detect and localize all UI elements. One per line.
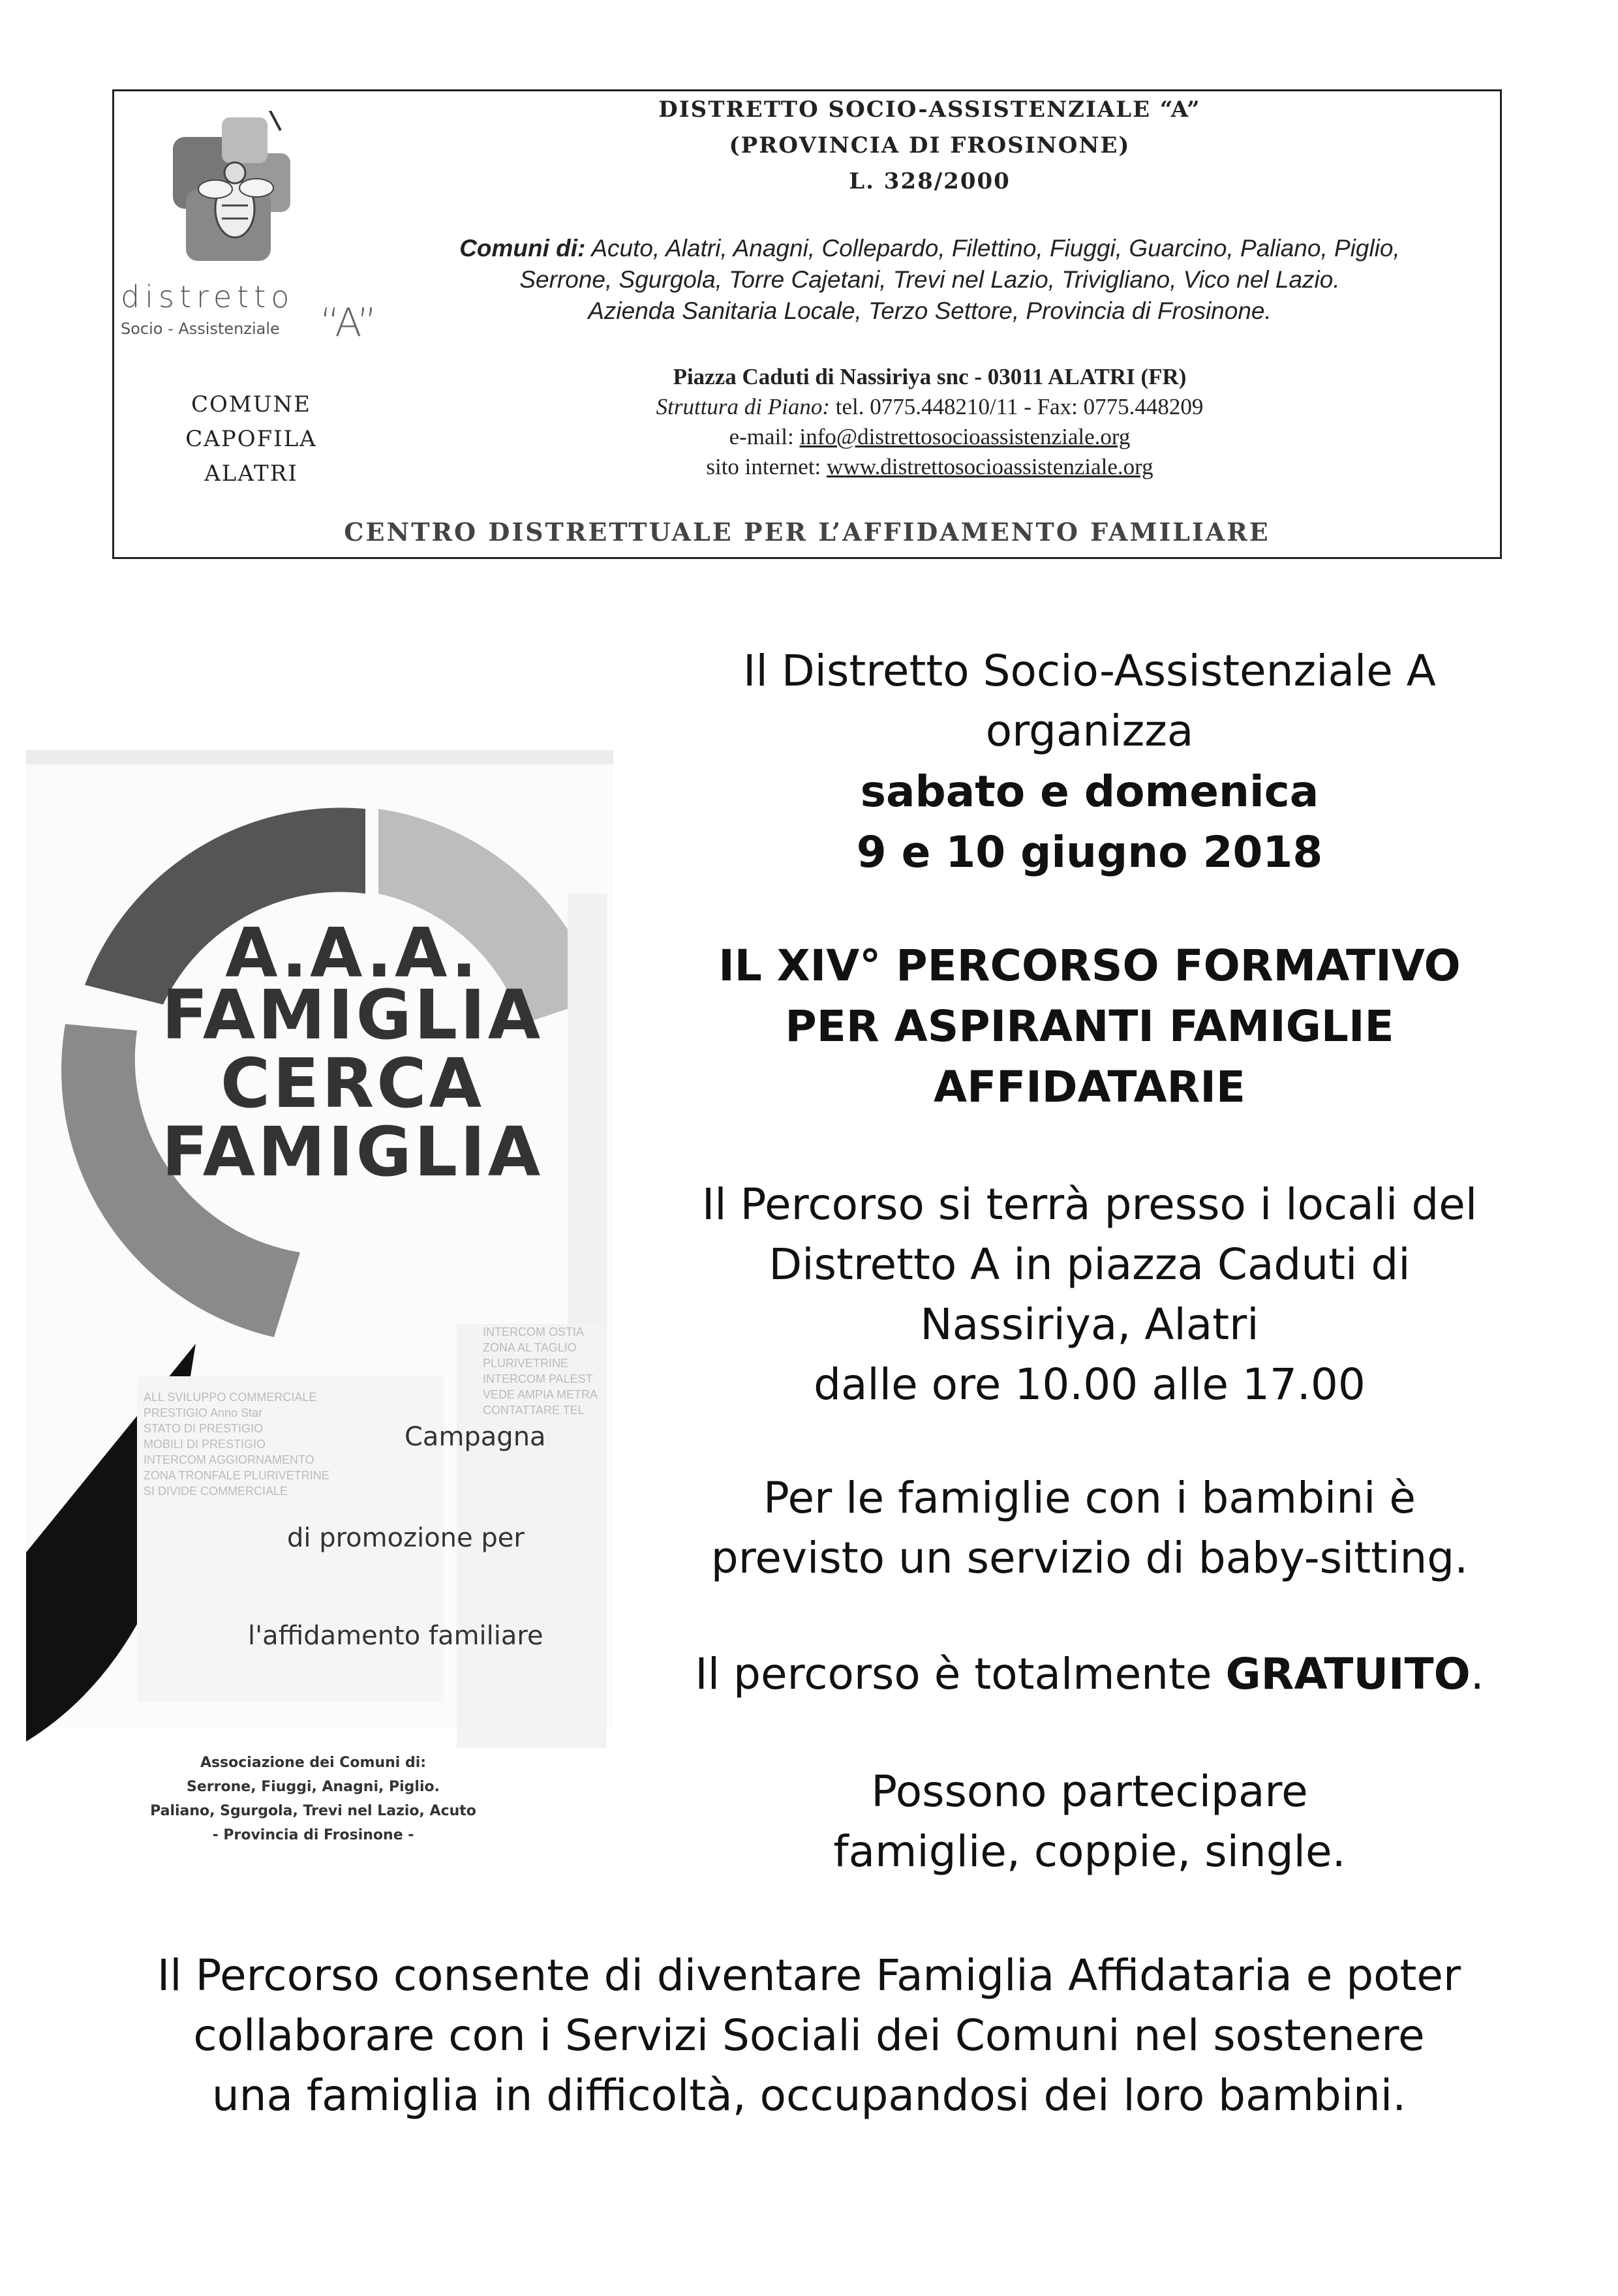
logo-wordmark: distretto [121, 279, 295, 314]
course-title-2: PER ASPIRANTI FAMIGLIE [785, 1001, 1394, 1051]
campaign-tag-2: di promozione per [287, 1523, 525, 1553]
course-title-3: AFFIDATARIE [934, 1062, 1245, 1112]
phone-value: tel. 0775.448210/11 - Fax: 0775.448209 [835, 394, 1204, 419]
assoc-line-4: - Provincia di Frosinone - [212, 1827, 414, 1843]
babysitting-line-1: Per le famiglie con i bambini è [763, 1473, 1416, 1523]
campaign-tag-3: l'affidamento familiare [248, 1621, 543, 1651]
email-label: e-mail: [729, 424, 794, 449]
comuni-label: Comuni di: [459, 235, 586, 262]
email-line [365, 422, 1494, 452]
free-line [587, 1649, 1592, 1699]
who-line-1: Possono partecipare [871, 1766, 1308, 1817]
site-line [365, 452, 1494, 482]
comuni-list-1: Acuto, Alatri, Anagni, Collepardo, Filettino, Fiuggi, Guarcino, Paliano, Piglio, [591, 235, 1400, 262]
phone-line [365, 392, 1494, 422]
assoc-line-2: Serrone, Fiuggi, Anagni, Piglio. [187, 1779, 440, 1795]
province-label: (PROVINCIA DI FROSINONE) [729, 132, 1131, 159]
assoc-line-3: Paliano, Sgurgola, Trevi nel Lazio, Acuto [150, 1803, 476, 1819]
district-logo [121, 111, 378, 346]
closing-line-3: una famiglia in difficoltà, occupandosi dei loro bambini. [211, 2070, 1407, 2121]
course-title-1: IL XIV° PERCORSO FORMATIVO [718, 941, 1461, 991]
free-suffix: . [1470, 1649, 1484, 1699]
assoc-line-1: Associazione dei Comuni di: [200, 1755, 427, 1771]
capofila-label: CAPOFILA [185, 426, 317, 452]
comuni-line-3: Azienda Sanitaria Locale, Terzo Settore, Provincia di Frosinone. [588, 297, 1272, 324]
closing-line-2: collaborare con i Servizi Sociali dei Comuni nel sostenere [193, 2010, 1425, 2061]
intro-line-2: organizza [985, 706, 1194, 756]
campaign-title-line-4: FAMIGLIA [161, 1112, 543, 1192]
location-line-1: Il Percorso si terrà presso i locali del [701, 1179, 1478, 1230]
site-link[interactable]: www.distrettosocioassistenziale.org [827, 454, 1153, 479]
campaign-title-line-1: A.A.A. [225, 913, 480, 993]
location-line-3: Nassiriya, Alatri [920, 1299, 1259, 1350]
address-line: Piazza Caduti di Nassiriya snc - 03011 ALATRI (FR) [673, 364, 1187, 389]
babysitting-line-2: previsto un servizio di baby-sitting. [710, 1533, 1469, 1583]
comune-label: COMUNE [191, 391, 311, 417]
ghost-text-center: ALL SVILUPPO COMMERCIALE PRESTIGIO Anno Star STATO DI PRESTIGIO MOBILI DI PRESTIGIO INTERCOM AGGIORNAMENTO ZONA TRONFALE PLURIVETRINE SI DIVIDE COMMERCIALE [144, 1391, 329, 1498]
comuni-line-1 [365, 234, 1494, 264]
closing-line-1: Il Percorso consente di diventare Famiglia Affidataria e poter [157, 1950, 1461, 2001]
free-highlight: GRATUITO [1225, 1649, 1471, 1699]
free-prefix: Il percorso è totalmente [695, 1649, 1226, 1699]
centro-title: CENTRO DISTRETTUALE PER L’AFFIDAMENTO FAMILIARE [344, 517, 1270, 547]
event-date: 9 e 10 giugno 2018 [856, 827, 1323, 877]
phone-label: Struttura di Piano: [656, 394, 831, 419]
time-line: dalle ore 10.00 alle 17.00 [814, 1359, 1366, 1410]
event-days: sabato e domenica [860, 766, 1319, 817]
district-title: DISTRETTO SOCIO-ASSISTENZIALE “A” [658, 97, 1201, 123]
campaign-tag-1: Campagna [404, 1422, 546, 1452]
logo-subtitle: Socio - Assistenziale [121, 320, 280, 338]
bee-logo-icon [160, 111, 310, 267]
intro-line-1: Il Distretto Socio-Assistenziale A [743, 646, 1436, 696]
ghost-text-right: INTERCOM OSTIA ZONA AL TAGLIO PLURIVETRINE INTERCOM PALEST VEDE AMPIA METRA CONTATTARE TEL [483, 1325, 598, 1417]
campaign-poster [26, 750, 613, 1794]
campaign-title-line-3: CERCA [220, 1044, 485, 1123]
email-link[interactable]: info@distrettosocioassistenziale.org [799, 424, 1131, 449]
logo-mark: “A” [320, 300, 378, 346]
alatri-label: ALATRI [204, 461, 298, 487]
comuni-line-2: Serrone, Sgurgola, Torre Cajetani, Trevi nel Lazio, Trivigliano, Vico nel Lazio. [519, 266, 1340, 293]
location-line-2: Distretto A in piazza Caduti di [769, 1239, 1411, 1290]
law-label: L. 328/2000 [849, 168, 1011, 194]
site-label: sito internet: [706, 454, 821, 479]
who-line-2: famiglie, coppie, single. [833, 1826, 1346, 1877]
campaign-title-line-2: FAMIGLIA [161, 975, 543, 1055]
